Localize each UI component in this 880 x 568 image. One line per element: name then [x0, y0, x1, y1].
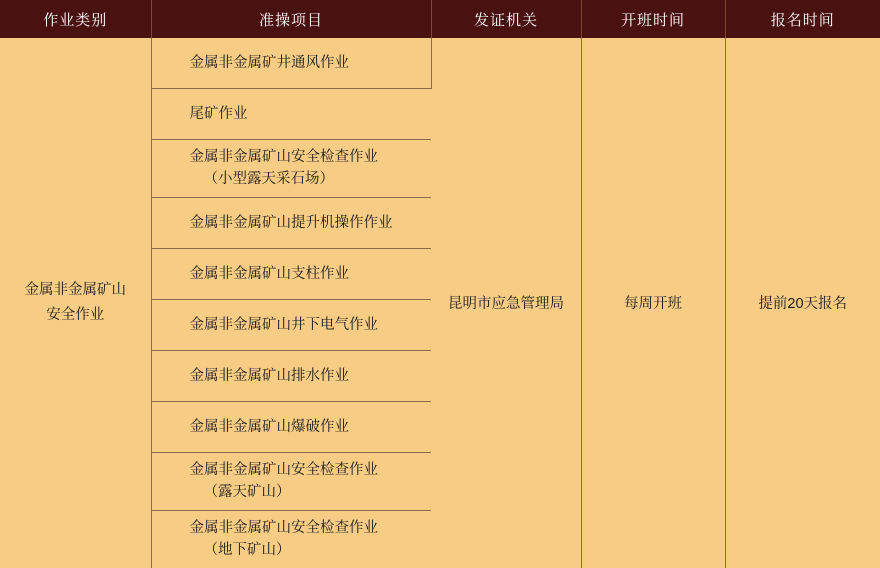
column-header-category: 作业类别: [0, 0, 151, 38]
cell-item: [151, 89, 431, 140]
item-main-text: 金属非金属矿山提升机操作作业: [189, 214, 393, 231]
cell-item: [151, 38, 431, 89]
cell-issuer: 昆明市应急管理局: [431, 38, 581, 568]
category-line-2: 安全作业: [46, 306, 105, 323]
cell-item: [151, 510, 431, 567]
item-main-text: 金属非金属矿山支柱作业: [189, 265, 349, 282]
cell-item: [151, 140, 431, 198]
column-header-signup-time: 报名时间: [725, 0, 880, 38]
cell-item: [151, 350, 431, 401]
item-main-text: 金属非金属矿山安全检查作业: [189, 519, 378, 536]
table-row: [0, 38, 880, 89]
item-main-text: 金属非金属矿山爆破作业: [189, 418, 349, 435]
item-main-text: 金属非金属矿井通风作业: [189, 54, 349, 71]
item-main-text: 金属非金属矿山安全检查作业: [189, 149, 378, 165]
category-line-1: 金属非金属矿山: [24, 282, 126, 299]
item-main-text: 尾矿作业: [189, 105, 248, 122]
column-header-class-time: 开班时间: [581, 0, 725, 38]
item-sub-text: （露天矿山）: [203, 484, 291, 501]
item-sub-text: （地下矿山）: [203, 542, 291, 559]
cell-category: [0, 38, 151, 568]
item-main-text: 金属非金属矿山排水作业: [189, 367, 349, 384]
cell-item: [151, 299, 431, 350]
table-header: [0, 0, 880, 38]
item-main-text: 金属非金属矿山井下电气作业: [189, 316, 378, 333]
item-main-text: 金属非金属矿山安全检查作业: [189, 461, 378, 478]
cell-class-time: 每周开班: [581, 38, 725, 568]
cell-signup-time: 提前20天报名: [725, 38, 880, 568]
cell-item: [151, 197, 431, 248]
cell-item: [151, 452, 431, 510]
table-header-row: [0, 0, 880, 38]
column-header-items: 准操项目: [151, 0, 431, 38]
item-sub-text: （小型露天采石场）: [203, 171, 334, 188]
cell-item: [151, 248, 431, 299]
table-body: [0, 38, 880, 568]
column-header-issuer: 发证机关: [431, 0, 581, 38]
